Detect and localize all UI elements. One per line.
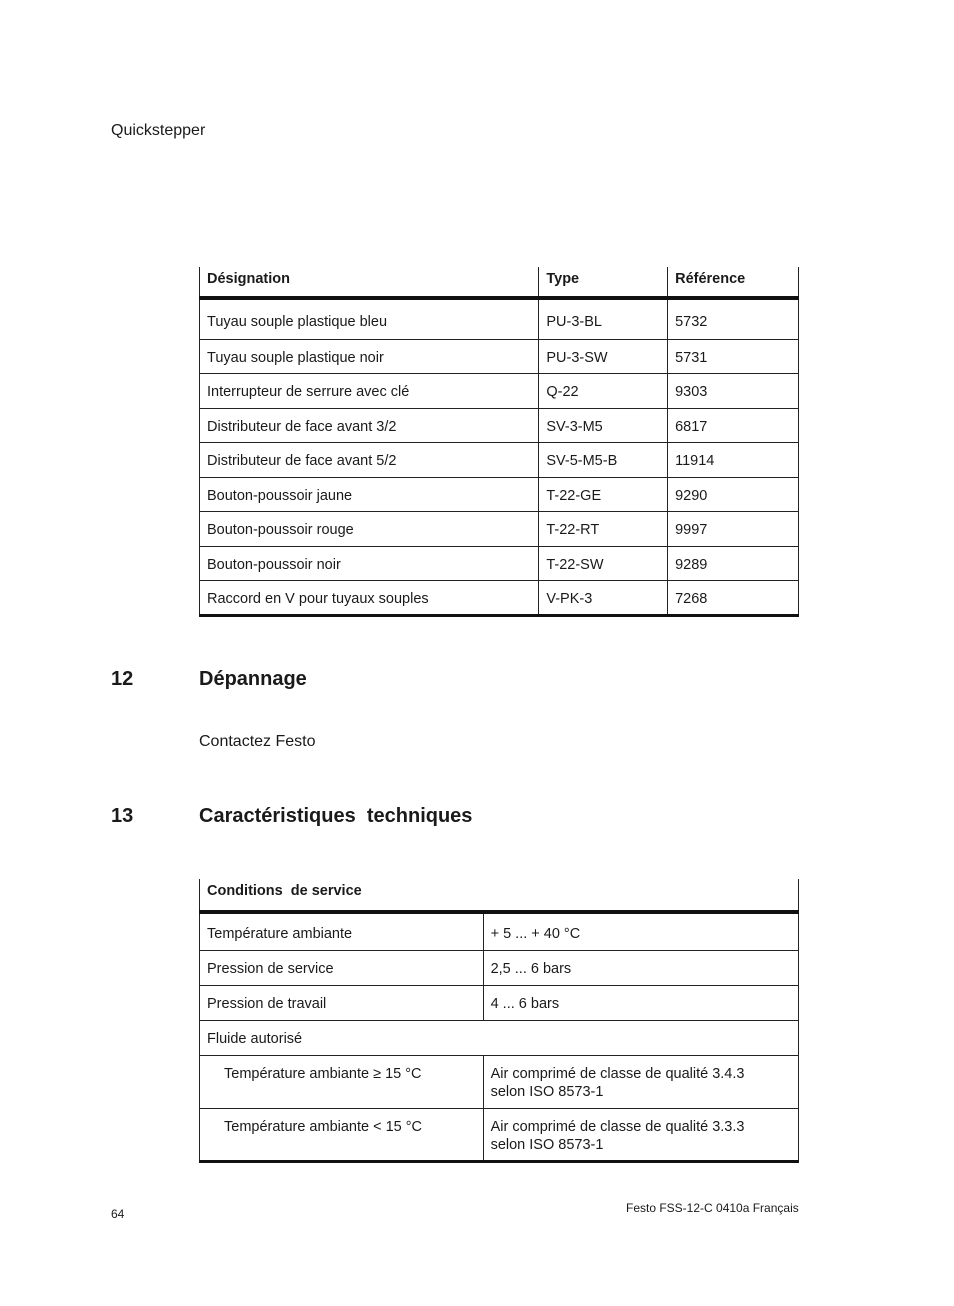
section-title: Caractéristiques techniques bbox=[199, 805, 473, 827]
reference-cell: 5732 bbox=[668, 298, 799, 339]
reference-cell: 5731 bbox=[668, 339, 799, 374]
reference-cell: 9997 bbox=[668, 512, 799, 547]
designation-cell: Interrupteur de serrure avec clé bbox=[200, 374, 539, 409]
type-cell: T-22-SW bbox=[539, 546, 668, 581]
column-header: Désignation bbox=[200, 267, 539, 298]
running-header: Quickstepper bbox=[111, 122, 206, 139]
table-header: Conditions de service bbox=[200, 879, 799, 912]
parts-table bbox=[199, 267, 799, 617]
type-cell: V-PK-3 bbox=[539, 581, 668, 616]
spec-value-line: Air comprimé de classe de qualité 3.4.3 bbox=[490, 1065, 745, 1082]
table-row bbox=[200, 1020, 799, 1055]
type-cell: T-22-GE bbox=[539, 477, 668, 512]
table-row bbox=[200, 912, 799, 950]
section-number: 12 bbox=[111, 668, 134, 690]
spec-label: Température ambiante < 15 °C bbox=[200, 1108, 484, 1161]
type-cell: Q-22 bbox=[539, 374, 668, 409]
spec-label: Pression de travail bbox=[200, 985, 484, 1020]
table-row bbox=[200, 408, 799, 443]
spec-value: + 5 ... + 40 °C bbox=[483, 912, 798, 950]
spec-label: Fluide autorisé bbox=[200, 1020, 799, 1055]
specs-table bbox=[199, 879, 799, 1163]
type-cell: SV-3-M5 bbox=[539, 408, 668, 443]
spec-value bbox=[483, 1108, 798, 1161]
table-row bbox=[200, 950, 799, 985]
spec-value-line: selon ISO 8573-1 bbox=[490, 1083, 604, 1100]
table-row bbox=[200, 298, 799, 339]
table-row bbox=[200, 1055, 799, 1108]
page-number: 64 bbox=[111, 1207, 125, 1221]
table-header-row bbox=[200, 267, 799, 298]
designation-cell: Bouton-poussoir noir bbox=[200, 546, 539, 581]
reference-cell: 9303 bbox=[668, 374, 799, 409]
reference-cell: 9289 bbox=[668, 546, 799, 581]
section-title: Dépannage bbox=[199, 668, 307, 690]
type-cell: PU-3-BL bbox=[539, 298, 668, 339]
spec-value-line: selon ISO 8573-1 bbox=[490, 1136, 604, 1153]
spec-value: 4 ... 6 bars bbox=[483, 985, 798, 1020]
table-row bbox=[200, 374, 799, 409]
spec-label: Température ambiante ≥ 15 °C bbox=[200, 1055, 484, 1108]
table-header-row bbox=[200, 879, 799, 912]
reference-cell: 6817 bbox=[668, 408, 799, 443]
spec-label: Pression de service bbox=[200, 950, 484, 985]
section-body-text: Contactez Festo bbox=[199, 733, 316, 750]
reference-cell: 9290 bbox=[668, 477, 799, 512]
table-row bbox=[200, 512, 799, 547]
spec-value: 2,5 ... 6 bars bbox=[483, 950, 798, 985]
designation-cell: Distributeur de face avant 3/2 bbox=[200, 408, 539, 443]
type-cell: T-22-RT bbox=[539, 512, 668, 547]
type-cell: PU-3-SW bbox=[539, 339, 668, 374]
designation-cell: Bouton-poussoir jaune bbox=[200, 477, 539, 512]
table-row bbox=[200, 985, 799, 1020]
spec-value bbox=[483, 1055, 798, 1108]
designation-cell: Bouton-poussoir rouge bbox=[200, 512, 539, 547]
designation-cell: Tuyau souple plastique noir bbox=[200, 339, 539, 374]
table-row bbox=[200, 1108, 799, 1161]
table-row bbox=[200, 339, 799, 374]
table-row bbox=[200, 477, 799, 512]
table-row bbox=[200, 581, 799, 616]
document-id: Festo FSS-12-C 0410a Français bbox=[626, 1201, 799, 1215]
reference-cell: 7268 bbox=[668, 581, 799, 616]
spec-value-line: Air comprimé de classe de qualité 3.3.3 bbox=[490, 1118, 745, 1135]
section-number: 13 bbox=[111, 805, 134, 827]
column-header: Référence bbox=[668, 267, 799, 298]
type-cell: SV-5-M5-B bbox=[539, 443, 668, 478]
spec-label: Température ambiante bbox=[200, 912, 484, 950]
designation-cell: Distributeur de face avant 5/2 bbox=[200, 443, 539, 478]
column-header: Type bbox=[539, 267, 668, 298]
table-row bbox=[200, 443, 799, 478]
designation-cell: Tuyau souple plastique bleu bbox=[200, 298, 539, 339]
designation-cell: Raccord en V pour tuyaux souples bbox=[200, 581, 539, 616]
table-row bbox=[200, 546, 799, 581]
reference-cell: 11914 bbox=[668, 443, 799, 478]
